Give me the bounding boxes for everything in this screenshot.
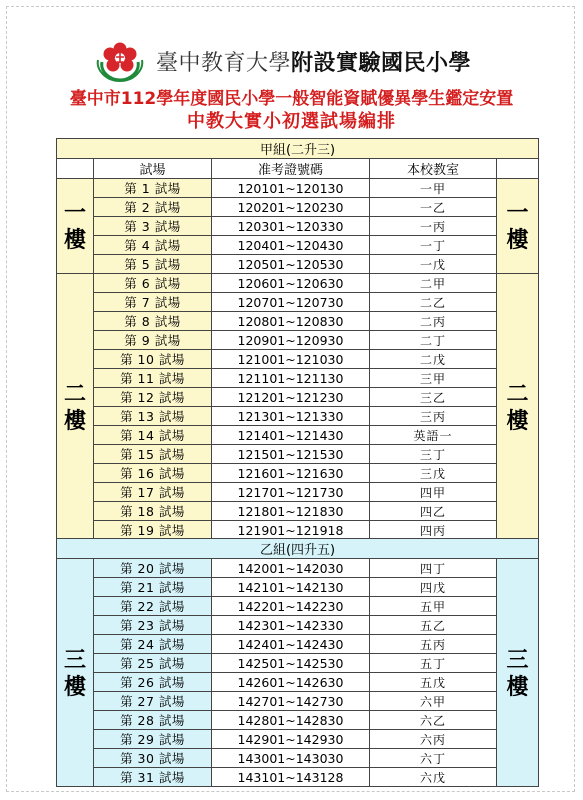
document-title: 臺中市112學年度國民小學一般智能資賦優異學生鑑定安置	[69, 89, 514, 109]
room-cell: 第 18 試場	[94, 502, 212, 521]
group-b-table	[56, 538, 538, 787]
table-row	[57, 426, 539, 445]
classroom-cell: 一丙	[370, 217, 497, 236]
room-cell: 第 22 試場	[94, 597, 212, 616]
ticket-range-cell: 142301~142330	[212, 616, 370, 635]
ticket-range-cell: 121001~121030	[212, 350, 370, 369]
room-cell: 第 25 試場	[94, 654, 212, 673]
classroom-cell: 二甲	[370, 274, 497, 293]
table-row	[57, 559, 539, 578]
room-cell: 第 9 試場	[94, 331, 212, 350]
ticket-range-cell: 142401~142430	[212, 635, 370, 654]
school-logo-icon	[92, 40, 148, 82]
ticket-range-cell: 121901~121918	[212, 521, 370, 540]
table-row	[57, 749, 539, 768]
floor-label-right: 三 樓	[497, 559, 539, 787]
table-row	[57, 445, 539, 464]
classroom-cell: 二乙	[370, 293, 497, 312]
ticket-range-cell: 142101~142130	[212, 578, 370, 597]
classroom-cell: 一戊	[370, 255, 497, 274]
table-row	[57, 331, 539, 350]
table-row	[57, 521, 539, 540]
table-row	[57, 293, 539, 312]
table-row	[57, 730, 539, 749]
room-cell: 第 15 試場	[94, 445, 212, 464]
ticket-range-cell: 121501~121530	[212, 445, 370, 464]
ticket-range-cell: 121401~121430	[212, 426, 370, 445]
table-row	[57, 217, 539, 236]
classroom-cell: 四戊	[370, 578, 497, 597]
classroom-cell: 六乙	[370, 711, 497, 730]
table-row	[57, 179, 539, 198]
ticket-range-cell: 142201~142230	[212, 597, 370, 616]
classroom-cell: 五丙	[370, 635, 497, 654]
room-cell: 第 12 試場	[94, 388, 212, 407]
table-row	[57, 768, 539, 787]
classroom-cell: 三丁	[370, 445, 497, 464]
room-cell: 第 6 試場	[94, 274, 212, 293]
room-cell: 第 21 試場	[94, 578, 212, 597]
table-row	[57, 274, 539, 293]
table-row	[57, 597, 539, 616]
room-cell: 第 14 試場	[94, 426, 212, 445]
ticket-range-cell: 143001~143030	[212, 749, 370, 768]
room-cell: 第 19 試場	[94, 521, 212, 540]
classroom-cell: 四丙	[370, 521, 497, 540]
ticket-range-cell: 120701~120730	[212, 293, 370, 312]
table-row	[57, 483, 539, 502]
column-header-ticket: 准考證號碼	[212, 159, 370, 179]
room-cell: 第 31 試場	[94, 768, 212, 787]
ticket-range-cell: 121301~121330	[212, 407, 370, 426]
ticket-range-cell: 121201~121230	[212, 388, 370, 407]
table-row	[57, 255, 539, 274]
school-name-part2: 附設實驗國民小學	[291, 51, 472, 76]
school-name-part1: 臺中教育大學	[156, 51, 292, 76]
classroom-cell: 四甲	[370, 483, 497, 502]
classroom-cell: 五戊	[370, 673, 497, 692]
classroom-cell: 一丁	[370, 236, 497, 255]
classroom-cell: 二丁	[370, 331, 497, 350]
school-name	[156, 46, 471, 82]
ticket-range-cell: 142701~142730	[212, 692, 370, 711]
table-row	[57, 502, 539, 521]
ticket-range-cell: 120601~120630	[212, 274, 370, 293]
ticket-range-cell: 142801~142830	[212, 711, 370, 730]
ticket-range-cell: 142601~142630	[212, 673, 370, 692]
ticket-range-cell: 142901~142930	[212, 730, 370, 749]
room-cell: 第 23 試場	[94, 616, 212, 635]
table-row	[57, 369, 539, 388]
classroom-cell: 六戊	[370, 768, 497, 787]
room-cell: 第 16 試場	[94, 464, 212, 483]
table-row	[57, 236, 539, 255]
room-cell: 第 29 試場	[94, 730, 212, 749]
table-row	[57, 711, 539, 730]
classroom-cell: 六丁	[370, 749, 497, 768]
column-header-room: 試場	[94, 159, 212, 179]
table-row	[57, 616, 539, 635]
room-cell: 第 24 試場	[94, 635, 212, 654]
floor-label-right: 一 樓	[497, 179, 539, 274]
table-row	[57, 464, 539, 483]
table-row	[57, 692, 539, 711]
classroom-cell: 三乙	[370, 388, 497, 407]
ticket-range-cell: 120101~120130	[212, 179, 370, 198]
room-cell: 第 5 試場	[94, 255, 212, 274]
room-cell: 第 27 試場	[94, 692, 212, 711]
header-spacer	[57, 159, 94, 179]
classroom-cell: 英語一	[370, 426, 497, 445]
table-row	[57, 388, 539, 407]
ticket-range-cell: 120901~120930	[212, 331, 370, 350]
floor-label-left: 二 樓	[57, 274, 94, 540]
ticket-range-cell: 121101~121130	[212, 369, 370, 388]
room-cell: 第 2 試場	[94, 198, 212, 217]
room-cell: 第 3 試場	[94, 217, 212, 236]
room-cell: 第 20 試場	[94, 559, 212, 578]
classroom-cell: 二戊	[370, 350, 497, 369]
room-cell: 第 30 試場	[94, 749, 212, 768]
room-cell: 第 1 試場	[94, 179, 212, 198]
classroom-cell: 四乙	[370, 502, 497, 521]
classroom-cell: 三戊	[370, 464, 497, 483]
room-cell: 第 11 試場	[94, 369, 212, 388]
table-row	[57, 312, 539, 331]
ticket-range-cell: 121601~121630	[212, 464, 370, 483]
table-row	[57, 350, 539, 369]
classroom-cell: 五丁	[370, 654, 497, 673]
ticket-range-cell: 121801~121830	[212, 502, 370, 521]
table-row	[57, 407, 539, 426]
group-title: 乙組(四升五)	[57, 539, 539, 559]
ticket-range-cell: 120501~120530	[212, 255, 370, 274]
ticket-range-cell: 142001~142030	[212, 559, 370, 578]
ticket-range-cell: 120401~120430	[212, 236, 370, 255]
group-title: 甲組(二升三)	[57, 139, 539, 159]
room-cell: 第 26 試場	[94, 673, 212, 692]
classroom-cell: 三甲	[370, 369, 497, 388]
classroom-cell: 一乙	[370, 198, 497, 217]
ticket-range-cell: 120301~120330	[212, 217, 370, 236]
ticket-range-cell: 142501~142530	[212, 654, 370, 673]
floor-label-left: 三 樓	[57, 559, 94, 787]
document-subtitle: 中教大實小初選試場編排	[187, 111, 396, 132]
table-row	[57, 578, 539, 597]
classroom-cell: 六丙	[370, 730, 497, 749]
classroom-cell: 五甲	[370, 597, 497, 616]
classroom-cell: 六甲	[370, 692, 497, 711]
classroom-cell: 二丙	[370, 312, 497, 331]
table-row	[57, 635, 539, 654]
floor-label-right: 二 樓	[497, 274, 539, 540]
classroom-cell: 五乙	[370, 616, 497, 635]
classroom-cell: 一甲	[370, 179, 497, 198]
header	[0, 40, 583, 86]
table-row	[57, 198, 539, 217]
room-cell: 第 10 試場	[94, 350, 212, 369]
floor-label-left: 一 樓	[57, 179, 94, 274]
room-cell: 第 4 試場	[94, 236, 212, 255]
room-cell: 第 28 試場	[94, 711, 212, 730]
header-spacer	[497, 159, 539, 179]
ticket-range-cell: 143101~143128	[212, 768, 370, 787]
table-row	[57, 654, 539, 673]
table-row	[57, 673, 539, 692]
room-cell: 第 7 試場	[94, 293, 212, 312]
room-cell: 第 17 試場	[94, 483, 212, 502]
ticket-range-cell: 120801~120830	[212, 312, 370, 331]
group-a-table	[56, 138, 538, 540]
classroom-cell: 四丁	[370, 559, 497, 578]
room-cell: 第 8 試場	[94, 312, 212, 331]
room-cell: 第 13 試場	[94, 407, 212, 426]
ticket-range-cell: 121701~121730	[212, 483, 370, 502]
classroom-cell: 三丙	[370, 407, 497, 426]
ticket-range-cell: 120201~120230	[212, 198, 370, 217]
column-header-classroom: 本校教室	[370, 159, 497, 179]
